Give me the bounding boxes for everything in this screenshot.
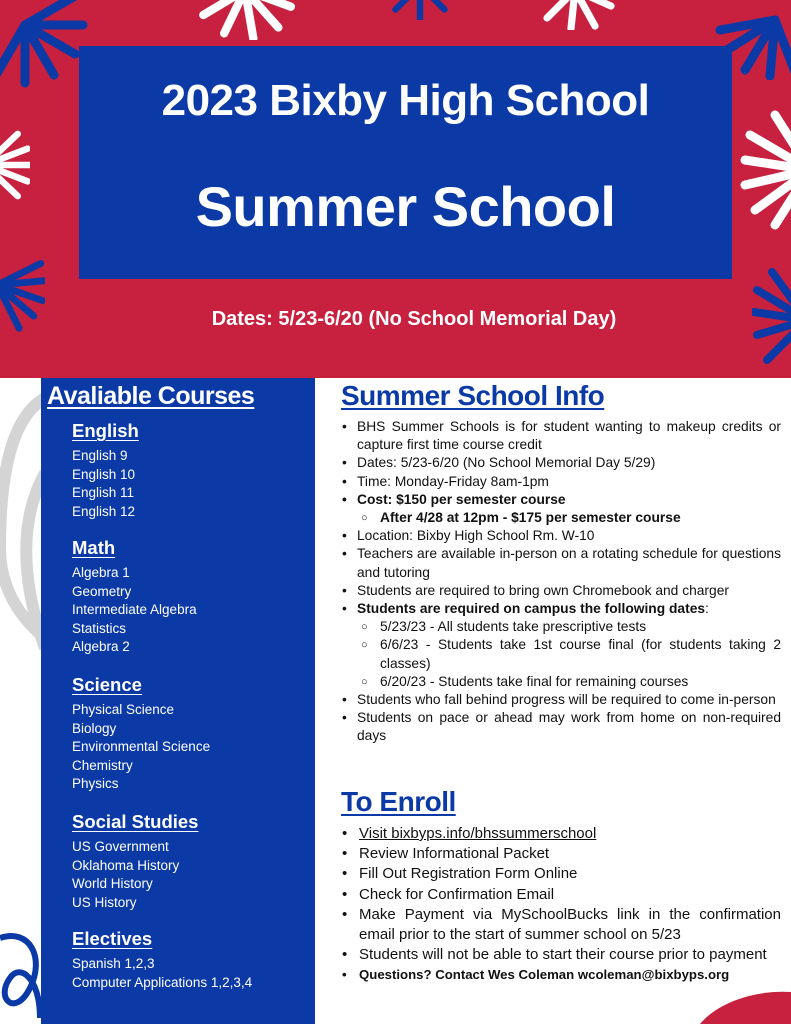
course-item: US History <box>72 894 137 910</box>
course-item: Statistics <box>72 620 127 636</box>
starburst-right-white-icon <box>740 110 791 230</box>
list-item: • Make Payment via MySchoolBucks link in the confirmation email prior to the start of summer school on 5/23 <box>341 905 781 945</box>
starburst-top-left-icon <box>0 0 90 90</box>
list-subitem: ○ 5/23/23 - All students take prescriptive tests <box>341 618 781 636</box>
category-title: Electives <box>72 928 153 949</box>
category-title: English <box>72 420 139 441</box>
course-item: Algebra 2 <box>72 639 130 654</box>
category-title: Math <box>72 537 116 558</box>
list-item: • Time: Monday-Friday 8am-1pm <box>341 473 781 491</box>
category-title: Science <box>72 674 142 695</box>
course-item: Algebra 1 <box>72 565 130 580</box>
course-item: Physical Science <box>72 702 175 717</box>
list-subitem: ○ After 4/28 at 12pm - $175 per semester course <box>341 509 781 527</box>
list-subitem: ○ 6/20/23 - Students take final for remaining courses <box>341 673 781 691</box>
list-item: • Students on pace or ahead may work from home on non-required days <box>341 709 781 745</box>
list-item: • Students are required to bring own Chromebook and charger <box>341 582 781 600</box>
course-category-math <box>72 537 197 657</box>
course-item: English 11 <box>72 485 135 500</box>
enroll-link[interactable]: Visit bixbyps.info/bhssummerschool <box>359 825 597 842</box>
list-item: • Cost: $150 per semester course <box>341 491 781 509</box>
enroll-heading: To Enroll <box>341 786 456 817</box>
list-subitem: ○ 6/6/23 - Students take 1st course final (for students taking 2 classes) <box>341 636 781 672</box>
course-item: Geometry <box>72 583 132 599</box>
list-item: • Teachers are available in-person on a rotating schedule for questions and tutoring <box>341 545 781 581</box>
info-heading: Summer School Info <box>341 380 605 411</box>
list-item: • Location: Bixby High School Rm. W-10 <box>341 527 781 545</box>
course-item: Spanish 1,2,3 <box>72 956 155 971</box>
starburst-top-right-white-icon <box>525 0 625 30</box>
course-category-electives <box>72 928 252 992</box>
list-item: • Dates: 5/23-6/20 (No School Memorial Day 5/29) <box>341 454 781 472</box>
list-item: • Students who fall behind progress will be required to come in-person <box>341 691 781 709</box>
contact-item: • Questions? Contact Wes Coleman wcoleman@bixbyps.org <box>341 965 781 985</box>
title-box <box>79 46 732 279</box>
courses-panel <box>41 378 315 1024</box>
course-item: Computer Applications 1,2,3,4 <box>72 974 253 990</box>
starburst-top-center-icon <box>185 0 305 40</box>
course-item: Intermediate Algebra <box>72 602 197 617</box>
course-item: Oklahoma History <box>72 857 180 873</box>
list-item: • Review Informational Packet <box>341 844 781 864</box>
course-item: Biology <box>72 720 117 736</box>
list-item: • Students will not be able to start their course prior to payment <box>341 945 781 965</box>
course-item: English 10 <box>72 466 136 482</box>
list-item: • Check for Confirmation Email <box>341 885 781 905</box>
course-category-science <box>72 674 210 794</box>
list-item: • Students are required on campus the following dates: <box>341 600 781 618</box>
course-item: English 12 <box>72 503 136 519</box>
course-item: World History <box>72 876 153 891</box>
course-category-english <box>72 420 139 521</box>
starburst-top-mid-icon <box>370 0 470 20</box>
starburst-left-white-icon <box>0 110 30 220</box>
list-item <box>341 824 781 844</box>
corner-swoosh-icon <box>700 980 791 1024</box>
course-category-social-studies <box>72 811 198 912</box>
course-item: Environmental Science <box>72 739 211 754</box>
page-subtitle: Summer School <box>195 175 616 238</box>
course-item: Chemistry <box>72 757 133 773</box>
dates-banner: Dates: 5/23-6/20 (No School Memorial Day) <box>211 308 617 330</box>
list-item: • Fill Out Registration Form Online <box>341 864 781 884</box>
page-title: 2023 Bixby High School <box>161 76 650 125</box>
info-list <box>341 418 781 746</box>
category-title: Social Studies <box>72 811 199 832</box>
required-dates-label: Students are required on campus the following dates <box>357 601 706 617</box>
header-banner <box>0 0 791 378</box>
course-item: English 9 <box>72 448 128 463</box>
courses-heading: Avaliable Courses <box>47 382 255 410</box>
course-item: US Government <box>72 839 169 854</box>
enroll-list <box>341 824 781 986</box>
course-item: Physics <box>72 776 119 791</box>
list-item: • BHS Summer Schools is for student wanting to makeup credits or capture first time course credit <box>341 418 781 454</box>
